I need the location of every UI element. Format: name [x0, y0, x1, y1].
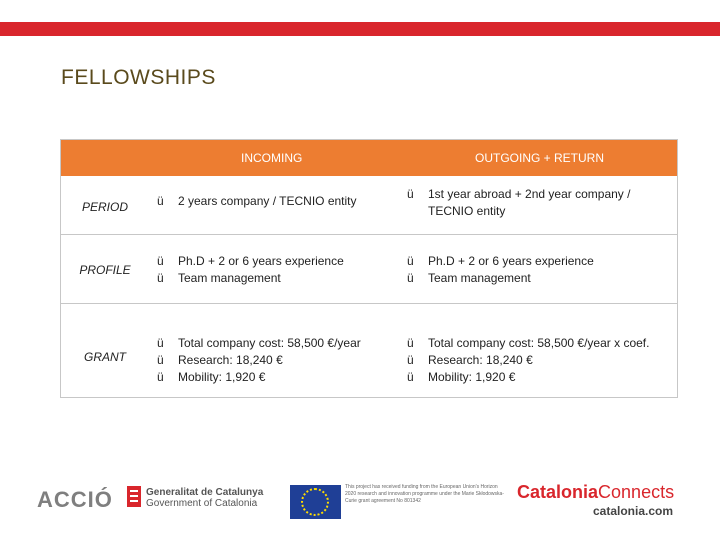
- catalonia-connects-word-2: Connects: [598, 482, 675, 502]
- checkmark-icon: ü: [407, 336, 414, 350]
- row-label-profile: PROFILE: [79, 263, 131, 277]
- bullet-text: Research: 18,240 €: [428, 353, 533, 367]
- row-label-period: PERIOD: [81, 200, 128, 214]
- list-item: [157, 335, 361, 352]
- slide-title: FELLOWSHIPS: [61, 66, 216, 89]
- generalitat-subtitle: Government of Catalonia: [146, 498, 258, 509]
- list-item: [157, 369, 361, 386]
- fellowships-table: [60, 139, 678, 398]
- checkmark-icon: ü: [407, 271, 414, 285]
- profile-incoming-list: [157, 253, 344, 287]
- catalonia-connects-logo: [517, 482, 674, 503]
- row-label-grant: GRANT: [84, 350, 126, 364]
- table-header: [61, 140, 677, 176]
- top-accent-bar: [0, 22, 720, 36]
- list-item: [407, 270, 675, 287]
- generalitat-name: Generalitat de Catalunya: [146, 487, 264, 498]
- bullet-text: Ph.D + 2 or 6 years experience: [178, 254, 344, 268]
- list-item: [157, 352, 361, 369]
- eu-flag-icon: [290, 485, 341, 519]
- generalitat-emblem-icon: [127, 486, 141, 507]
- checkmark-icon: ü: [407, 370, 414, 384]
- period-incoming-list: [157, 193, 357, 210]
- accio-logo: ACCIÓ: [37, 487, 113, 512]
- grant-incoming-list: [157, 335, 361, 386]
- list-item: [407, 253, 675, 270]
- checkmark-icon: ü: [157, 254, 164, 268]
- list-item: [157, 193, 357, 210]
- table-row-grant: [61, 304, 677, 398]
- profile-outgoing-list: [407, 253, 675, 287]
- table-row-period: [61, 176, 677, 234]
- checkmark-icon: ü: [157, 336, 164, 350]
- table-row-profile: [61, 234, 677, 304]
- checkmark-icon: ü: [407, 187, 414, 201]
- checkmark-icon: ü: [157, 353, 164, 367]
- list-item: [407, 352, 675, 369]
- checkmark-icon: ü: [407, 254, 414, 268]
- bullet-text: Mobility: 1,920 €: [178, 370, 266, 384]
- catalonia-connects-word-1: Catalonia: [517, 482, 599, 502]
- checkmark-icon: ü: [157, 370, 164, 384]
- checkmark-icon: ü: [407, 353, 414, 367]
- list-item: [157, 253, 344, 270]
- header-outgoing: OUTGOING + RETURN: [475, 151, 605, 165]
- bullet-text: Research: 18,240 €: [178, 353, 283, 367]
- list-item: [407, 369, 675, 386]
- list-item: [407, 186, 675, 220]
- bullet-text: Team management: [428, 271, 531, 285]
- bullet-text: Team management: [178, 271, 281, 285]
- bullet-text: Mobility: 1,920 €: [428, 370, 516, 384]
- catalonia-url: catalonia.com: [593, 504, 674, 518]
- list-item: [157, 270, 344, 287]
- period-outgoing-list: [407, 186, 675, 220]
- eu-funding-notice: This project has received funding from the European Union's Horizon 2020 research and innovation programme under the Marie Skłodowska-Curie grant agreement No 801342: [345, 484, 504, 504]
- bullet-text: 2 years company / TECNIO entity: [178, 194, 357, 208]
- header-incoming: INCOMING: [241, 151, 303, 165]
- checkmark-icon: ü: [157, 271, 164, 285]
- eu-stars-circle: [301, 488, 329, 516]
- bullet-text: Total company cost: 58,500 €/year x coef.: [428, 336, 650, 350]
- bullet-text: Ph.D + 2 or 6 years experience: [428, 254, 594, 268]
- bullet-text: 1st year abroad + 2nd year company / TECNIO entity: [428, 187, 631, 218]
- checkmark-icon: ü: [157, 194, 164, 208]
- list-item: [407, 335, 675, 352]
- bullet-text: Total company cost: 58,500 €/year: [178, 336, 361, 350]
- grant-outgoing-list: [407, 335, 675, 386]
